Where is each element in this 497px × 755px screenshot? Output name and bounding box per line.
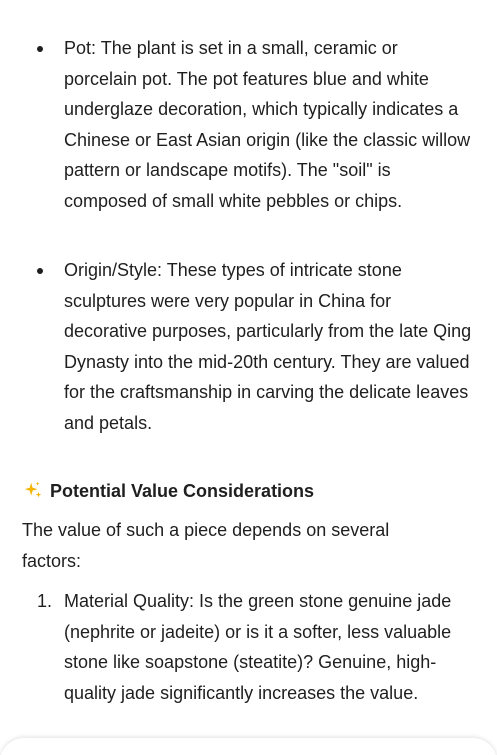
bullet-icon — [37, 46, 43, 52]
numbered-list-item — [0, 586, 497, 708]
section-heading — [22, 478, 314, 504]
list-item-text: Pot: The plant is set in a small, ceramic or porcelain pot. The pot features blue and white underglaze decoration, which typically indicates a Chinese or East Asian origin (like the classic willow pattern or landscape motifs). The "soil" is composed of small white pebbles or chips. — [64, 38, 471, 211]
intro-paragraph: The value of such a piece depends on several factors: — [22, 520, 390, 571]
list-item-text: Origin/Style: These types of intricate stone sculptures were very popular in China for decorative purposes, particularly from the late Qing Dynasty into the mid-20th century. They are valued for the craftsmanship in carving the delicate leaves and petals. — [64, 260, 472, 433]
list-item — [0, 33, 497, 216]
bullet-icon — [37, 268, 43, 274]
list-number: 1. — [37, 591, 53, 611]
bottom-input-panel[interactable] — [0, 738, 497, 755]
list-item-text: Material Quality: Is the green stone genuine jade (nephrite or jadeite) or is it a softer, less valuable stone like soapstone (steatite)? Genuine, high-quality jade significantly increases the value. — [64, 591, 452, 703]
list-item — [0, 255, 497, 438]
section-heading-text: Potential Value Considerations — [50, 481, 315, 501]
sparkle-icon — [22, 480, 44, 502]
